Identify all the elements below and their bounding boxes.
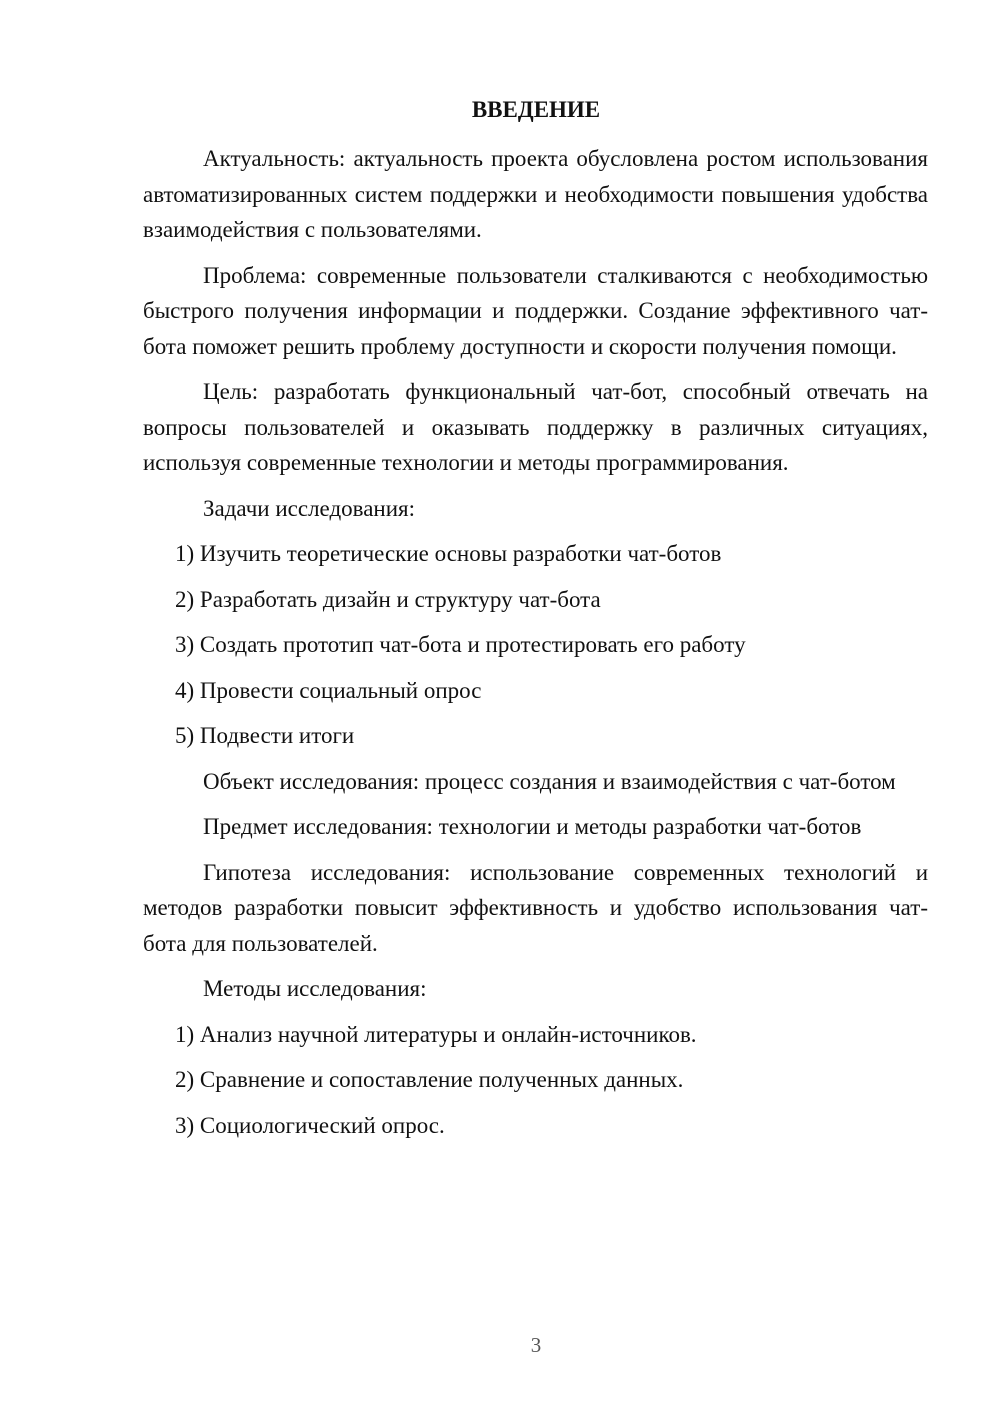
methods-heading: Методы исследования:: [203, 976, 427, 1001]
object-paragraph: Объект исследования: процесс создания и взаимодействия с чат-ботом: [203, 768, 896, 794]
list-item: 2) Разработать дизайн и структуру чат-бота: [175, 586, 601, 612]
tasks-list: [143, 536, 928, 754]
list-item: 1) Анализ научной литературы и онлайн-источников.: [175, 1021, 697, 1047]
list-item: 5) Подвести итоги: [175, 723, 355, 748]
page-title: ВВЕДЕНИЕ: [471, 97, 601, 122]
subject-paragraph: Предмет исследования: технологии и методы разработки чат-ботов: [203, 814, 862, 839]
tasks-heading: Задачи исследования:: [203, 495, 416, 521]
list-item: 2) Сравнение и сопоставление полученных данных.: [175, 1067, 684, 1092]
document-body: [143, 141, 928, 1153]
list-item: 4) Провести социальный опрос: [175, 677, 482, 703]
hypothesis-paragraph: Гипотеза исследования: использование современных технологий и методов разработки повысит эффективность и удобство использования чат-бота для пользователей.: [143, 859, 928, 956]
problem-paragraph: Проблема: современные пользователи сталкиваются с необходимостью быстрого получения информации и поддержки. Создание эффективного чат-бота поможет решить проблему доступности и скорости получения помощи.: [143, 262, 928, 359]
list-item: 1) Изучить теоретические основы разработки чат-ботов: [175, 541, 722, 566]
list-item: 3) Социологический опрос.: [175, 1112, 445, 1138]
list-item: 3) Создать прототип чат-бота и протестировать его работу: [175, 632, 746, 657]
goal-paragraph: Цель: разработать функциональный чат-бот, способный отвечать на вопросы пользователей и оказывать поддержку в различных ситуациях, используя современные технологии и методы программирования.: [143, 379, 928, 475]
relevance-paragraph: Актуальность: актуальность проекта обусловлена ростом использования автоматизированных систем поддержки и необходимости повышения удобства взаимодействия с пользователями.: [143, 146, 928, 242]
page-number: 3: [530, 1333, 542, 1357]
methods-list: [143, 1017, 928, 1144]
